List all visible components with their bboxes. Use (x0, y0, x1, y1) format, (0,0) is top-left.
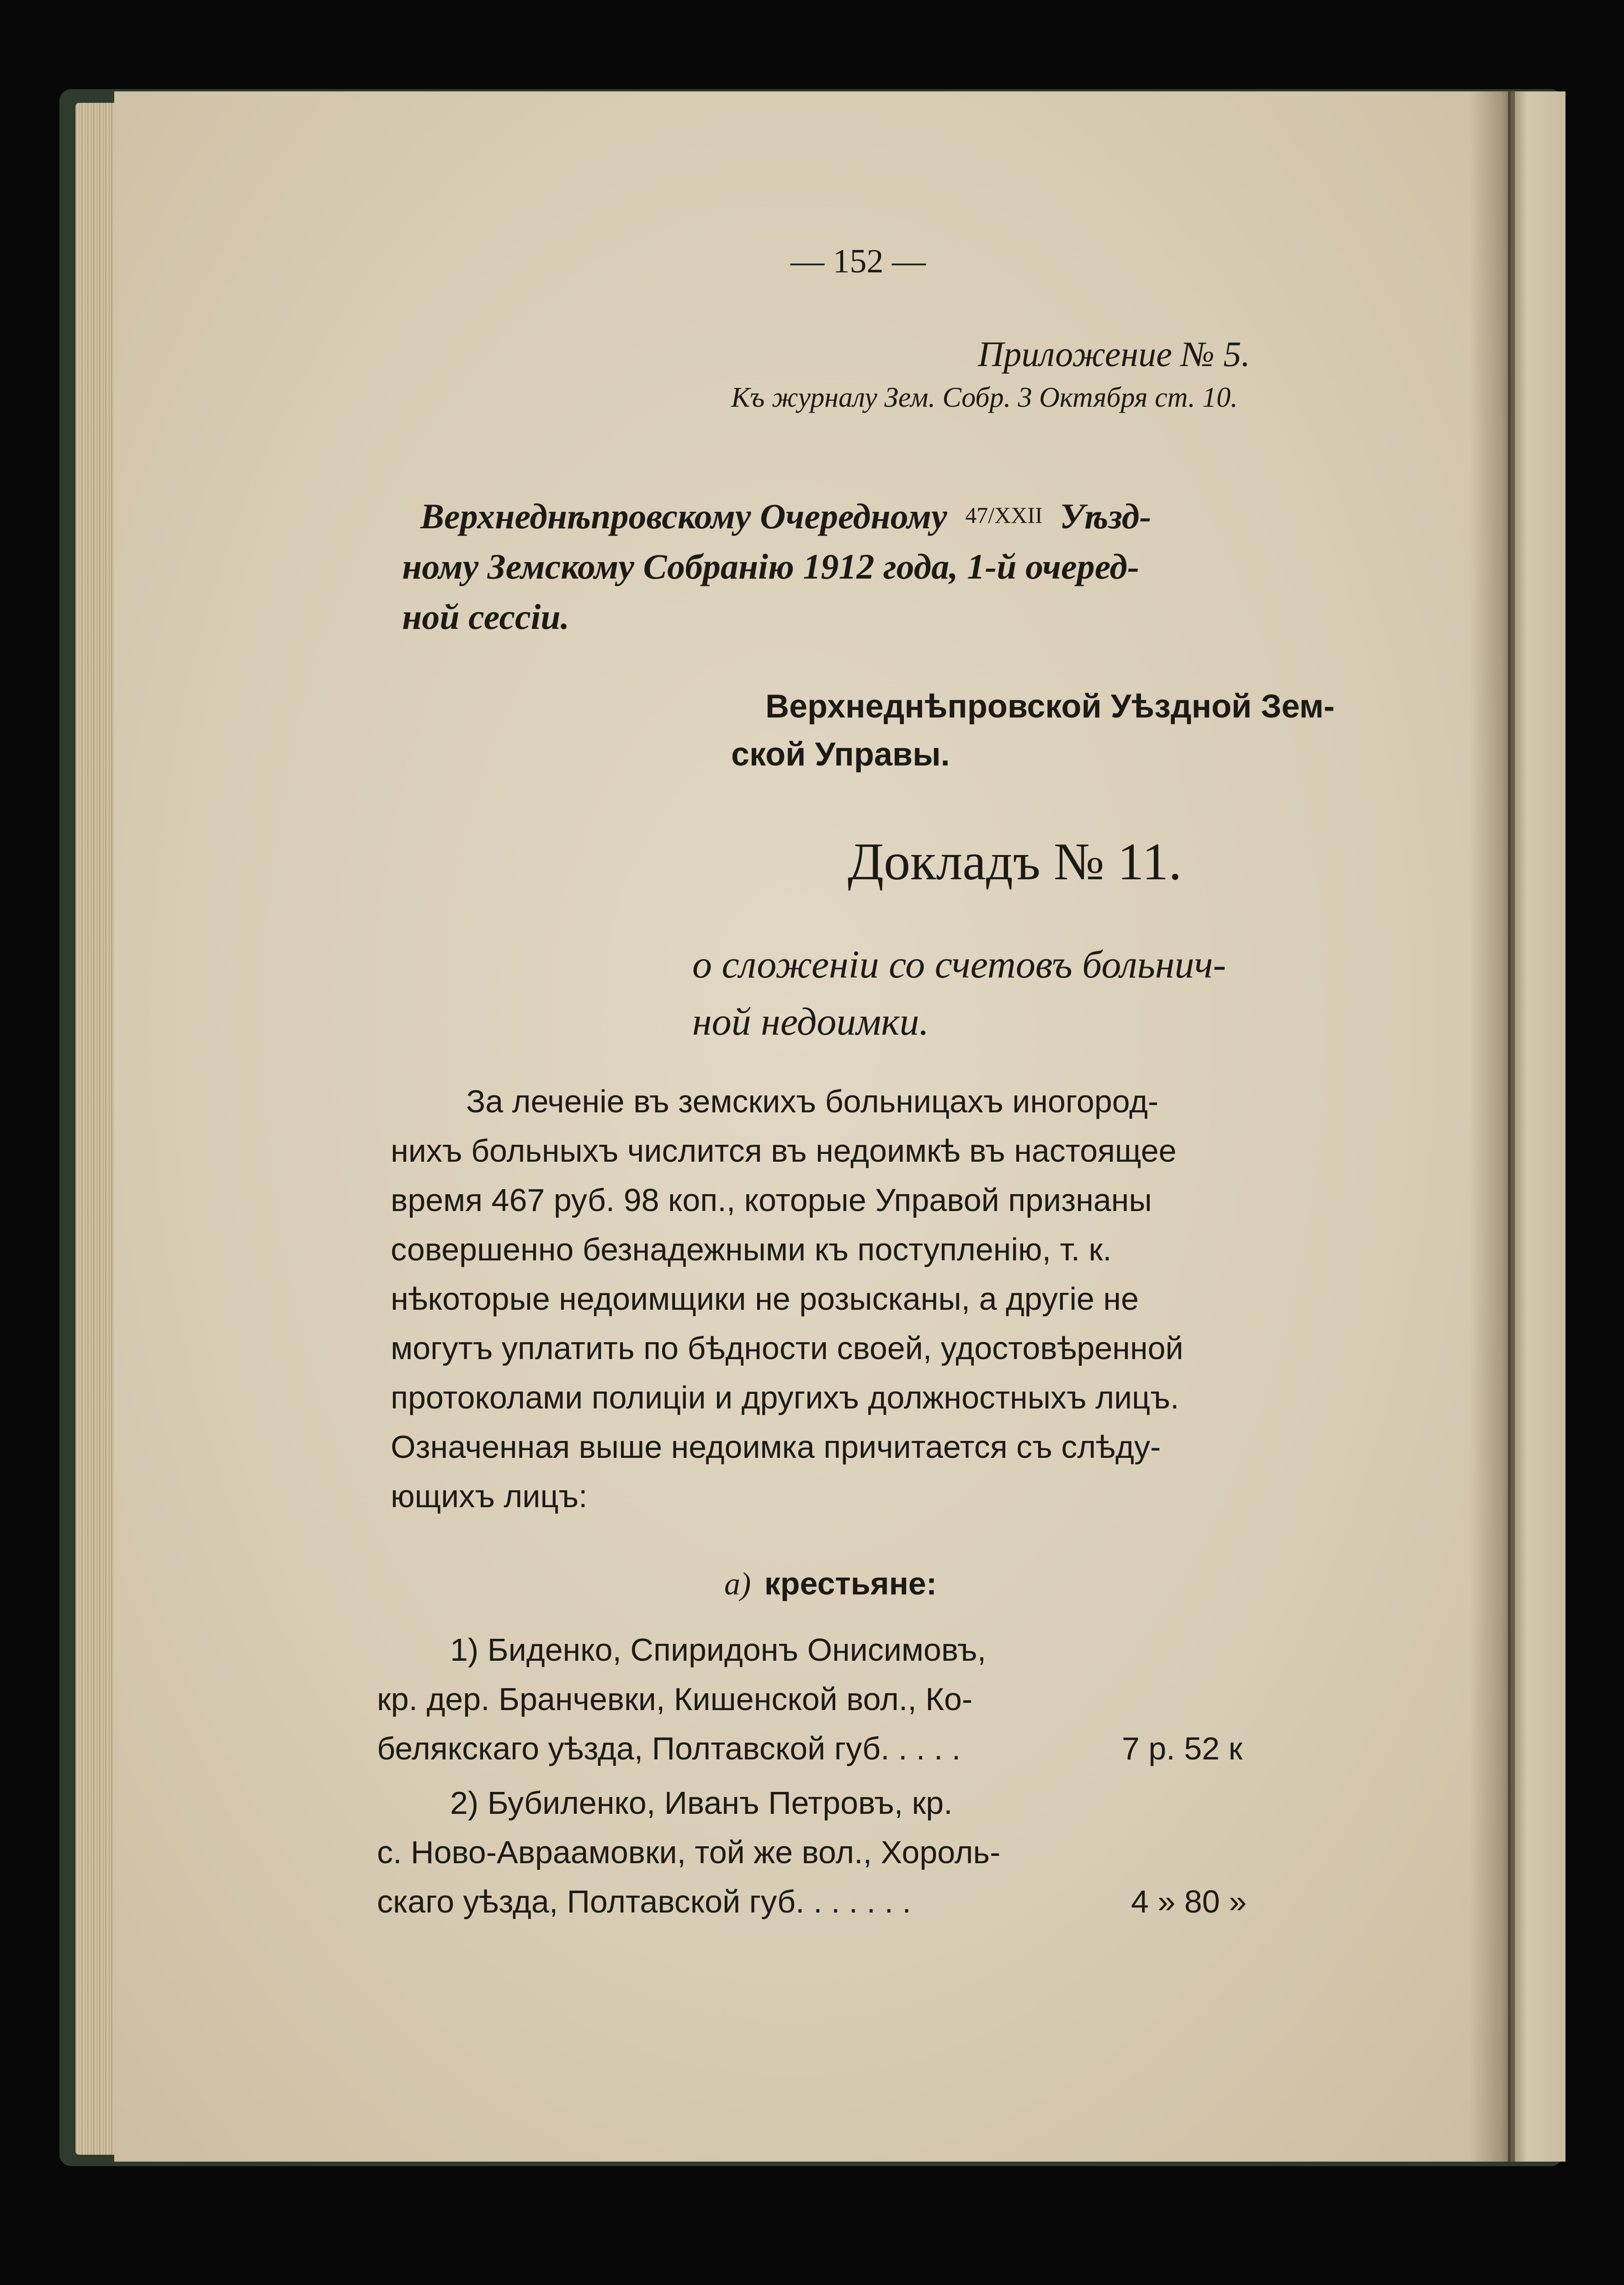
entry-line: белякскаго уѣзда, Полтавской губ. . . . . (377, 1731, 961, 1766)
section-heading (724, 1565, 937, 1603)
addressee-line-2: ному Земскому Собранію 1912 года, 1-й очеред- (402, 547, 1140, 586)
entry-line: 1) Биденко, Спиридонъ Онисимовъ, (450, 1632, 987, 1668)
facing-page-edge (1508, 91, 1566, 2162)
section-marker: а) (724, 1567, 751, 1602)
registration-stamp: 47/XXII (965, 502, 1043, 528)
body-line: протоколами полиціи и другихъ должностныхъ лицъ. (391, 1380, 1179, 1415)
entry-line: кр. дер. Бранчевки, Кишенской вол., Ко- (377, 1681, 973, 1717)
page-number: — 152 — (791, 243, 926, 280)
entry-amount: 4 » 80 » (1131, 1884, 1247, 1919)
sender-line-1: Верхнеднѣпровской Уѣздной Зем- (765, 688, 1335, 725)
addressee-line-1 (420, 496, 1152, 537)
body-line: нихъ больныхъ числится въ недоимкѣ въ настоящее (391, 1133, 1177, 1169)
appendix-title: Приложение № 5. (978, 334, 1250, 374)
body-line: Означенная выше недоимка причитается съ слѣду- (391, 1429, 1161, 1465)
entry-line: с. Ново-Авраамовки, той же вол., Хороль- (377, 1834, 1001, 1870)
body-line: ющихъ лицъ: (391, 1478, 588, 1514)
body-line: За леченіе въ земскихъ больницахъ иногород- (466, 1084, 1159, 1119)
body-line: нѣкоторые недоимщики не розысканы, а другіе не (391, 1281, 1139, 1317)
addressee-text-end: Уѣзд- (1060, 496, 1152, 536)
entry-line: 2) Бубиленко, Иванъ Петровъ, кр. (450, 1785, 953, 1821)
subject-line-1: о сложеніи со счетовъ больнич- (692, 942, 1226, 986)
body-line: время 467 руб. 98 коп., которые Управой признаны (391, 1182, 1152, 1218)
section-label: крестьяне: (764, 1566, 937, 1601)
addressee-text: Верхнеднѣпровскому Очередному (420, 496, 947, 536)
page-gutter-shadow (1469, 91, 1515, 2162)
entry-line: скаго уѣзда, Полтавской губ. . . . . . . (377, 1884, 911, 1919)
body-line: могутъ уплатить по бѣдности своей, удостовѣренной (391, 1330, 1184, 1366)
body-line: совершенно безнадежными къ поступленію, т. к. (391, 1232, 1112, 1267)
entry-amount: 7 р. 52 к (1122, 1731, 1243, 1766)
addressee-line-3: ной сессіи. (402, 597, 570, 637)
report-title: Докладъ № 11. (848, 833, 1182, 891)
sender-line-2: ской Управы. (731, 736, 950, 773)
appendix-reference: Къ журналу Зем. Собр. 3 Октября ст. 10. (731, 382, 1238, 413)
subject-line-2: ной недоимки. (692, 999, 929, 1043)
